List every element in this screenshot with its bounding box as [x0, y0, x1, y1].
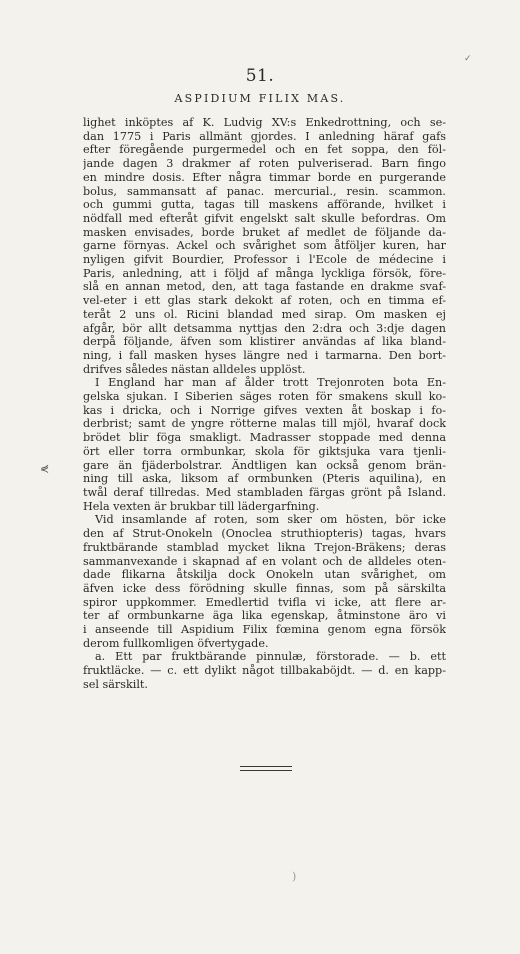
- text-line: spiror uppkommer. Emedlertid tvifla vi icke, att flere ar-: [83, 595, 446, 609]
- text-line: gare än fjäderbolstrar. Ändtligen kan också genom brän-: [83, 458, 446, 472]
- text-line: derom fullkomligen öfvertygade.: [83, 636, 269, 650]
- paragraph: [83, 376, 446, 513]
- text-line: efter föregående purgermedel och en fet soppa, den föl-: [83, 143, 446, 157]
- text-line: Hela vexten är brukbar till lädergarfning.: [83, 499, 320, 513]
- text-line: dan 1775 i Paris allmänt gjordes. I anledning häraf gafs: [83, 129, 446, 143]
- text-line: ning, i fall masken hyses längre ned i tarmarna. Den bort-: [83, 348, 446, 362]
- text-line: Vid insamlande af roten, som sker om hösten, bör icke: [95, 513, 446, 527]
- text-line: Paris, anledning, att i följd af många lyckliga försök, före-: [83, 266, 446, 280]
- text-line: ning till aska, liksom af ormbunken (Pteris aquilina), en: [83, 472, 446, 486]
- text-line: sel särskilt.: [83, 677, 148, 691]
- text-line: ter af ormbunkarne äga lika egenskap, åtminstone äro vi: [83, 609, 446, 623]
- margin-annotation-mark: ⋞: [40, 462, 50, 475]
- text-line: derbrist; samt de yngre rötterne malas till mjöl, hvaraf dock: [83, 417, 446, 431]
- text-line: sammanvexande i skapnad af en volant och de alldeles oten-: [83, 554, 446, 568]
- text-line: fruktbärande stamblad mycket likna Trejon-Bräkens; deras: [83, 540, 446, 554]
- page-number: 51.: [245, 66, 275, 86]
- paragraph: [83, 116, 446, 376]
- text-line: lighet inköptes af K. Ludvig XV:s Enkedrottning, och se-: [83, 116, 446, 129]
- paragraph: [83, 513, 446, 650]
- running-head: ASPIDIUM FILIX MAS.: [174, 92, 346, 105]
- text-line: afgår, bör allt detsamma nyttjas den 2:dra och 3:dje dagen: [83, 321, 446, 335]
- text-line: fruktläcke. — c. ett dylikt något tillbakaböjdt. — d. en kapp-: [83, 664, 446, 678]
- text-line: vel-eter i ett glas stark dekokt af roten, och en timma ef-: [83, 294, 446, 308]
- text-line: i anseende till Aspidium Filix fœmina genom egna försök: [83, 623, 446, 637]
- text-line: bolus, sammansatt af panac. mercurial., resin. scammon.: [83, 184, 446, 198]
- text-line: äfven icke dess förödning skulle finnas, som på särskilta: [83, 581, 446, 595]
- text-line: gelska sjukan. I Siberien säges roten för smakens skull ko-: [83, 390, 446, 404]
- margin-check-mark: ✓: [464, 54, 472, 64]
- text-line: ört eller torra ormbunkar, skola för giktsjuka vara tjenli-: [83, 444, 446, 458]
- text-line: den af Strut-Onokeln (Onoclea struthiopteris) tagas, hvars: [83, 527, 446, 541]
- text-line: en mindre dosis. Efter några timmar borde en purgerande: [83, 170, 446, 184]
- text-line: garne förnyas. Ackel och svårighet som åtföljer kuren, har: [83, 239, 446, 253]
- text-line: dade flikarna åtskilja dock Onokeln utan svårighet, om: [83, 568, 446, 582]
- text-line: drifves således nästan alldeles upplöst.: [83, 362, 306, 376]
- text-line: kas i dricka, och i Norrige gifves vexten åt boskap i fo-: [83, 403, 446, 417]
- stray-mark: ): [292, 870, 297, 883]
- paragraph: [83, 650, 446, 691]
- text-line: slå en annan metod, den, att taga fastande en drakme svaf-: [83, 280, 446, 294]
- text-line: nödfall med efteråt gifvit engelskt salt skulle befordras. Om: [83, 211, 446, 225]
- text-line: a. Ett par fruktbärande pinnulæ, förstorade. — b. ett: [95, 650, 446, 664]
- text-line: teråt 2 uns ol. Ricini blandad med sirap. Om masken ej: [83, 307, 446, 321]
- text-line: masken envisades, borde bruket af medlet de följande da-: [83, 225, 446, 239]
- text-line: och gummi gutta, tagas till maskens afförande, hvilket i: [83, 198, 446, 212]
- section-rule: [240, 766, 292, 771]
- body-text: [83, 116, 446, 692]
- text-line: I England har man af ålder trott Trejonroten bota En-: [95, 376, 446, 390]
- text-line: jande dagen 3 drakmer af roten pulveriserad. Barn fingo: [83, 157, 446, 171]
- text-line: derpå följande, äfven som klistirer användas af lika bland-: [83, 335, 446, 349]
- text-line: twål deraf tillredas. Med stambladen färgas grönt på Island.: [83, 485, 446, 499]
- text-line: brödet blir föga smakligt. Madrasser stoppade med denna: [83, 431, 446, 445]
- text-line: nyligen gifvit Bourdier, Professor i l'Ecole de médecine i: [83, 253, 446, 267]
